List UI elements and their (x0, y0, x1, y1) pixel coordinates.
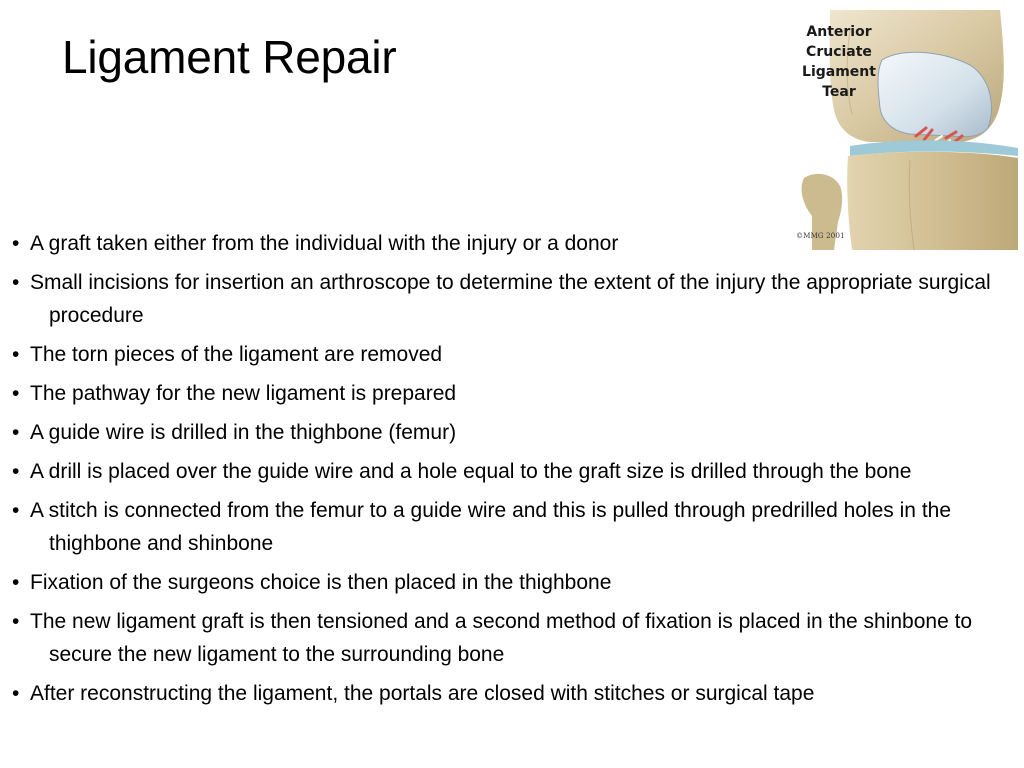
caption-line: Tear (822, 84, 856, 100)
bullet-marker: • (12, 460, 20, 483)
bullet-list (12, 227, 1002, 716)
bullet-marker: • (12, 421, 20, 444)
figure-copyright: ©MMG 2001 (796, 232, 845, 240)
bullet-marker: • (12, 343, 20, 366)
list-item (12, 377, 1002, 410)
bullet-marker: • (12, 499, 20, 522)
bullet-marker: • (12, 682, 20, 705)
list-item (12, 227, 1002, 260)
caption-line: Cruciate (806, 44, 872, 60)
caption-line: Ligament (802, 64, 876, 80)
list-item (12, 266, 1002, 332)
bullet-marker: • (12, 382, 20, 405)
list-item (12, 455, 1002, 488)
caption-line: Anterior (806, 24, 872, 40)
list-item (12, 416, 1002, 449)
list-item (12, 566, 1002, 599)
bullet-marker: • (12, 610, 20, 633)
bullet-text: After reconstructing the ligament, the portals are closed with stitches or surgical tape (30, 682, 815, 705)
bullet-text: The torn pieces of the ligament are removed (30, 343, 443, 366)
bullet-text: A graft taken either from the individual with the injury or a donor (30, 232, 619, 255)
bullet-text: Small incisions for insertion an arthroscope to determine the extent of the injury the appropriate surgical procedure (30, 271, 991, 327)
bullet-text: A stitch is connected from the femur to a guide wire and this is pulled through predrilled holes in the thighbone and shinbone (30, 499, 952, 555)
bullet-text: A drill is placed over the guide wire and a hole equal to the graft size is drilled through the bone (30, 460, 912, 483)
bullet-marker: • (12, 232, 20, 255)
knee-acl-illustration (790, 10, 1020, 250)
bullet-text: The new ligament graft is then tensioned and a second method of fixation is placed in the shinbone to secure the new ligament to the surrounding bone (30, 610, 973, 666)
figure-caption (798, 22, 880, 102)
slide-title: Ligament Repair (62, 31, 397, 83)
bullet-text: Fixation of the surgeons choice is then placed in the thighbone (30, 571, 612, 594)
list-item (12, 677, 1002, 710)
bullet-text: The pathway for the new ligament is prepared (30, 382, 457, 405)
bullet-marker: • (12, 271, 20, 294)
list-item (12, 338, 1002, 371)
bullet-marker: • (12, 571, 20, 594)
bullet-text: A guide wire is drilled in the thighbone (femur) (30, 421, 457, 444)
list-item (12, 494, 1002, 560)
list-item (12, 605, 1002, 671)
